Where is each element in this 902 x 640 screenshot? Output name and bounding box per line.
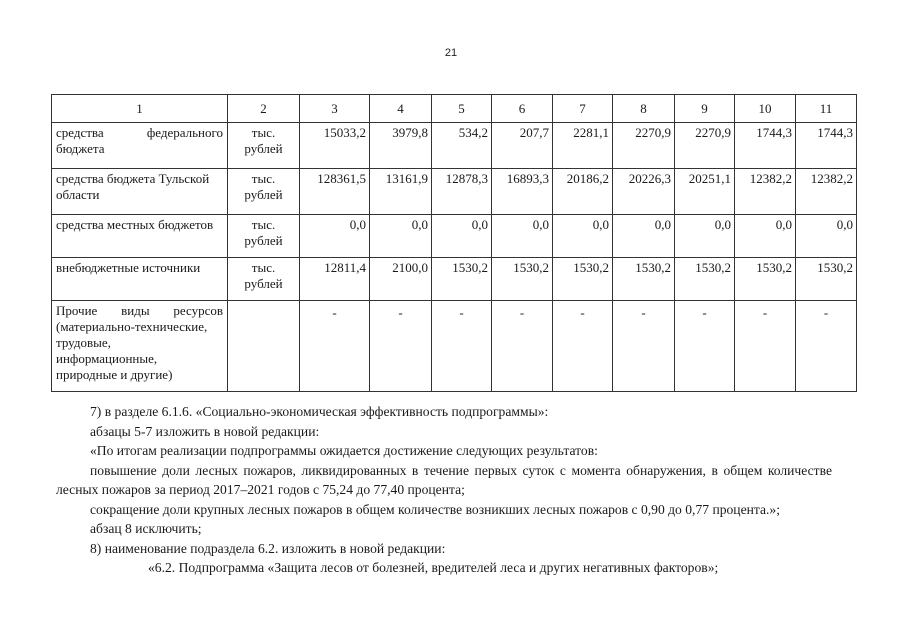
unit-line: рублей bbox=[244, 187, 283, 202]
value-cell: 534,2 bbox=[432, 123, 492, 169]
header-cell: 2 bbox=[228, 95, 300, 123]
row-label-line: области bbox=[56, 187, 100, 202]
row-label-line: бюджета bbox=[56, 141, 105, 156]
paragraph: абзац 8 исключить; bbox=[90, 521, 202, 536]
value-cell: 3979,8 bbox=[370, 123, 432, 169]
value-cell: 0,0 bbox=[613, 215, 675, 258]
paragraph: 7) в разделе 6.1.6. «Социально-экономическая эффективность подпрограммы»: bbox=[90, 404, 549, 419]
value-cell: 128361,5 bbox=[300, 169, 370, 215]
value-cell: - bbox=[735, 301, 796, 392]
unit-line: тыс. bbox=[251, 217, 276, 232]
value-cell: 20226,3 bbox=[613, 169, 675, 215]
paragraph: 8) наименование подраздела 6.2. изложить в новой редакции: bbox=[90, 540, 446, 556]
value-cell: - bbox=[492, 301, 553, 392]
row-label-line: Прочие виды ресурсов bbox=[56, 303, 223, 318]
row-label-line: средства федерального bbox=[56, 125, 223, 140]
document-body bbox=[56, 402, 832, 578]
value-cell: 15033,2 bbox=[300, 123, 370, 169]
header-cell: 11 bbox=[796, 95, 857, 123]
row-label bbox=[52, 258, 228, 301]
value-cell: 1530,2 bbox=[492, 258, 553, 301]
row-label-line: информационные, bbox=[56, 351, 158, 366]
value-cell: - bbox=[370, 301, 432, 392]
value-cell: 12878,3 bbox=[432, 169, 492, 215]
unit-line: рублей bbox=[244, 233, 283, 248]
value-cell: 1530,2 bbox=[553, 258, 613, 301]
value-cell: 2270,9 bbox=[675, 123, 735, 169]
table-row bbox=[52, 258, 857, 301]
value-cell: 1530,2 bbox=[796, 258, 857, 301]
unit-cell bbox=[228, 215, 300, 258]
resources-table bbox=[51, 94, 857, 392]
value-cell: 0,0 bbox=[492, 215, 553, 258]
table-row bbox=[52, 123, 857, 169]
paragraph: абзацы 5-7 изложить в новой редакции: bbox=[90, 423, 320, 439]
header-cell: 5 bbox=[432, 95, 492, 123]
value-cell: 0,0 bbox=[370, 215, 432, 258]
row-label-line: природные и другие) bbox=[56, 367, 173, 382]
paragraph: «6.2. Подпрограмма «Защита лесов от болезней, вредителей леса и других негативных факторов»; bbox=[148, 560, 719, 575]
unit-cell bbox=[228, 123, 300, 169]
value-cell: 1530,2 bbox=[735, 258, 796, 301]
unit-cell bbox=[228, 301, 300, 392]
value-cell: 1530,2 bbox=[432, 258, 492, 301]
value-cell: 207,7 bbox=[492, 123, 553, 169]
header-cell: 8 bbox=[613, 95, 675, 123]
value-cell: 16893,3 bbox=[492, 169, 553, 215]
value-cell: 12382,2 bbox=[796, 169, 857, 215]
header-cell: 10 bbox=[735, 95, 796, 123]
unit-line: тыс. bbox=[251, 125, 276, 140]
row-label-line: трудовые, bbox=[56, 335, 111, 350]
value-cell: 0,0 bbox=[432, 215, 492, 258]
row-label-line: (материально-технические, bbox=[56, 319, 208, 334]
unit-line: тыс. bbox=[251, 171, 276, 186]
unit-line: рублей bbox=[244, 141, 283, 156]
value-cell: 1530,2 bbox=[613, 258, 675, 301]
value-cell: 1530,2 bbox=[675, 258, 735, 301]
value-cell: 12382,2 bbox=[735, 169, 796, 215]
value-cell: 20186,2 bbox=[553, 169, 613, 215]
unit-line: рублей bbox=[244, 276, 283, 291]
value-cell: 20251,1 bbox=[675, 169, 735, 215]
value-cell: 0,0 bbox=[735, 215, 796, 258]
value-cell: 12811,4 bbox=[300, 258, 370, 301]
unit-line: тыс. bbox=[251, 260, 276, 275]
value-cell: - bbox=[300, 301, 370, 392]
value-cell: - bbox=[796, 301, 857, 392]
value-cell: 2100,0 bbox=[370, 258, 432, 301]
value-cell: 0,0 bbox=[675, 215, 735, 258]
value-cell: 1744,3 bbox=[735, 123, 796, 169]
paragraph: «По итогам реализации подпрограммы ожидается достижение следующих результатов: bbox=[90, 443, 598, 458]
unit-cell bbox=[228, 258, 300, 301]
header-cell: 1 bbox=[52, 95, 228, 123]
value-cell: 0,0 bbox=[553, 215, 613, 258]
row-label bbox=[52, 123, 228, 169]
paragraph: сокращение доли крупных лесных пожаров в общем количестве возникших лесных пожаров с 0,90 до 0,77 процента.»; bbox=[90, 501, 781, 517]
header-cell: 4 bbox=[370, 95, 432, 123]
value-cell: 1744,3 bbox=[796, 123, 857, 169]
value-cell: 2281,1 bbox=[553, 123, 613, 169]
value-cell: - bbox=[432, 301, 492, 392]
table-header-row bbox=[52, 95, 857, 123]
page-number: 21 bbox=[444, 47, 458, 59]
row-label-line: средства местных бюджетов bbox=[56, 217, 214, 232]
header-cell: 7 bbox=[553, 95, 613, 123]
header-cell: 3 bbox=[300, 95, 370, 123]
paragraph: повышение доли лесных пожаров, ликвидированных в течение первых суток с момента обнаружения, в общем количестве лесных пожаров за период 2017–2021 годов с 75,24 до 77,40 процента; bbox=[56, 462, 832, 497]
row-label bbox=[52, 301, 228, 392]
header-cell: 9 bbox=[675, 95, 735, 123]
row-label bbox=[52, 215, 228, 258]
value-cell: - bbox=[675, 301, 735, 392]
value-cell: - bbox=[613, 301, 675, 392]
table-row bbox=[52, 169, 857, 215]
row-label-line: внебюджетные источники bbox=[56, 260, 201, 275]
header-cell: 6 bbox=[492, 95, 553, 123]
value-cell: - bbox=[553, 301, 613, 392]
value-cell: 13161,9 bbox=[370, 169, 432, 215]
unit-cell bbox=[228, 169, 300, 215]
value-cell: 2270,9 bbox=[613, 123, 675, 169]
row-label bbox=[52, 169, 228, 215]
row-label-line: средства бюджета Тульской bbox=[56, 171, 210, 186]
value-cell: 0,0 bbox=[796, 215, 857, 258]
value-cell: 0,0 bbox=[300, 215, 370, 258]
table-row bbox=[52, 215, 857, 258]
table-row bbox=[52, 301, 857, 392]
